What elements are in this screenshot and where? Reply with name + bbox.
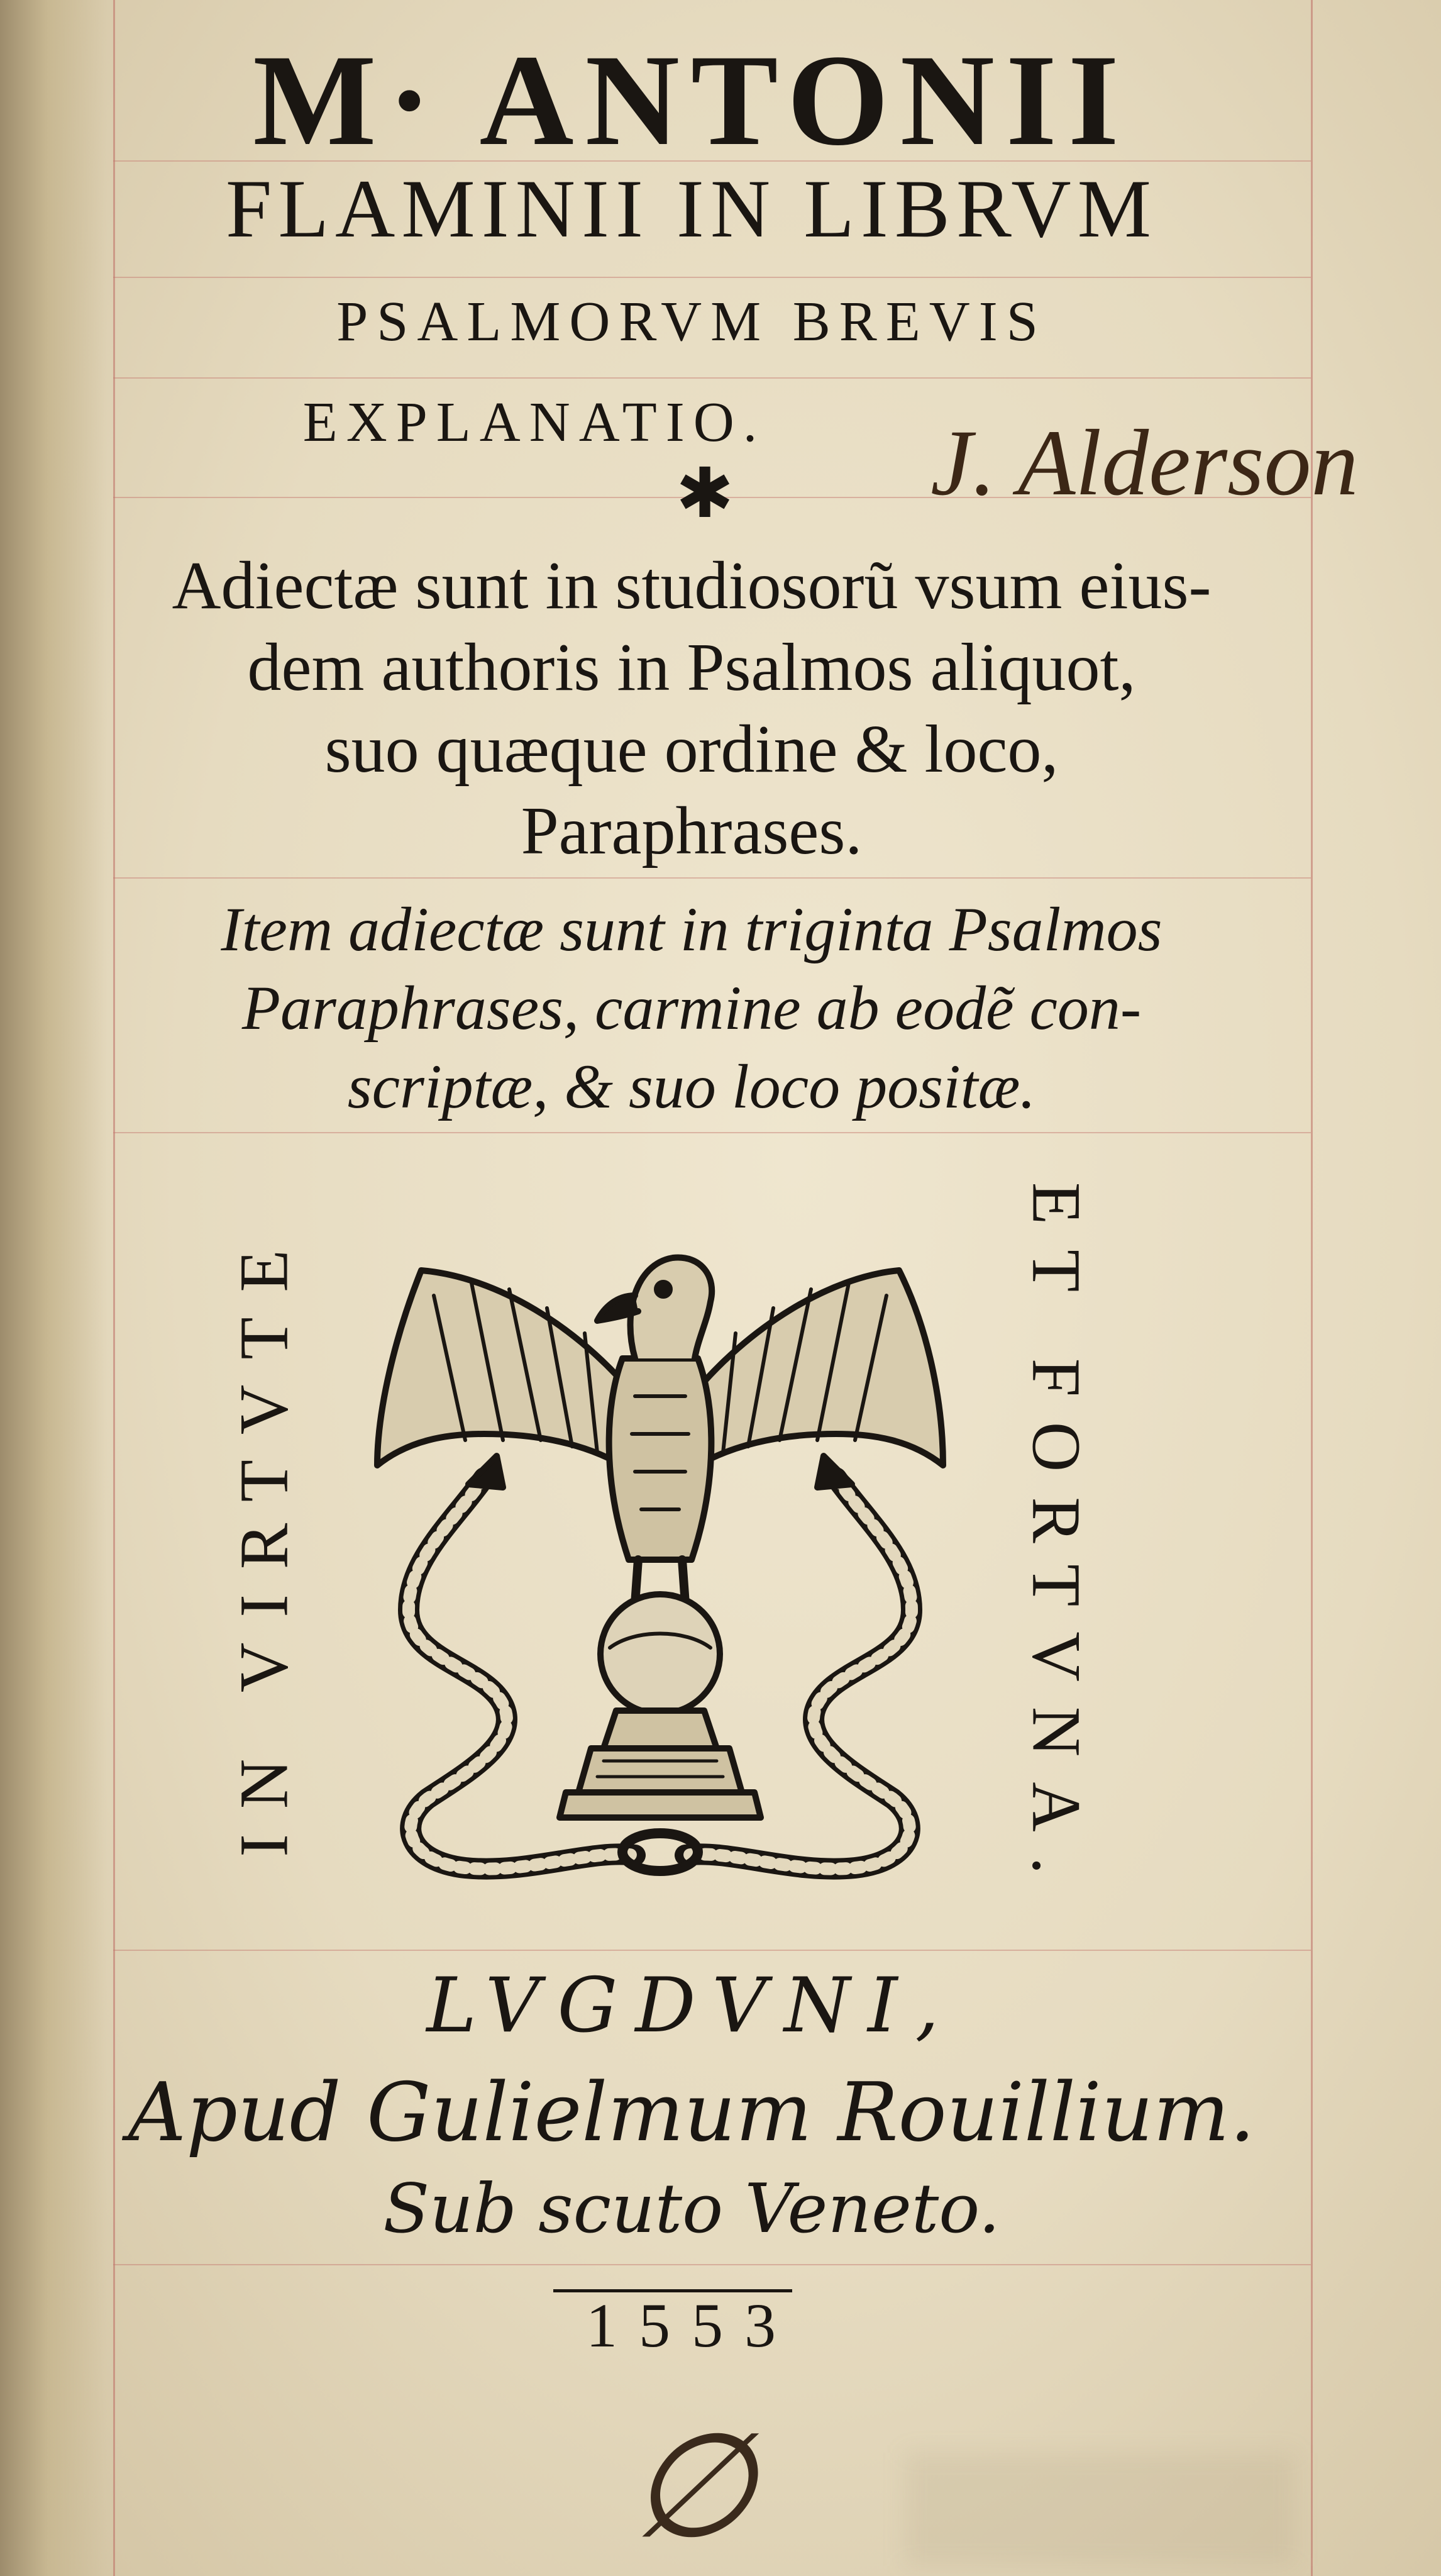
ruling-line (113, 1132, 1311, 1133)
ruling-line (113, 2264, 1311, 2265)
imprint-year: 1553 (586, 2290, 797, 2360)
title-line-3: PSALMORVM BREVIS (336, 291, 1047, 353)
owner-signature: J. Alderson (930, 411, 1359, 515)
paragraph-1-line-3: suo quæque ordine & loco, (324, 712, 1059, 787)
ruling-line (113, 877, 1311, 879)
imprint-city: LVGDVNI, (426, 1962, 957, 2050)
imprint-sign: Sub scuto Veneto. (383, 2170, 1000, 2248)
motto-right: ET FORTVNA. (1018, 1182, 1095, 1900)
imprint-printer: Apud Gulielmum Rouillium. (128, 2066, 1256, 2160)
ruling-line (113, 377, 1311, 379)
paragraph-1-line-4: Paraphrases. (521, 794, 863, 869)
paragraph-1-line-2: dem authoris in Psalmos aliquot, (247, 630, 1136, 705)
motto-left: IN VIRTVTE (225, 1224, 302, 1857)
title-line-1: M· ANTONII (253, 28, 1130, 172)
ruling-line (113, 1950, 1311, 1951)
gutter-shadow (0, 0, 107, 2576)
show-through-ghost (905, 2453, 1295, 2566)
ornament-asterisk: ✱ (676, 453, 734, 533)
printers-device-eagle-icon (340, 1170, 981, 1924)
paragraph-2-line-2: Paraphrases, carmine ab eodẽ con- (241, 973, 1142, 1043)
shelfmark: ∅ (629, 2402, 755, 2570)
title-line-2: FLAMINII IN LIBRVM (225, 162, 1158, 255)
margin-rule-right (1311, 0, 1313, 2576)
title-line-4: EXPLANATIO. (302, 391, 766, 453)
paragraph-2-line-3: scriptæ, & suo loco positæ. (347, 1052, 1036, 1121)
ruling-line (113, 277, 1311, 278)
paragraph-1-line-1: Adiectæ sunt in studiosorũ vsum eius- (172, 548, 1212, 623)
paragraph-2-line-1: Item adiectæ sunt in triginta Psalmos (221, 894, 1162, 964)
